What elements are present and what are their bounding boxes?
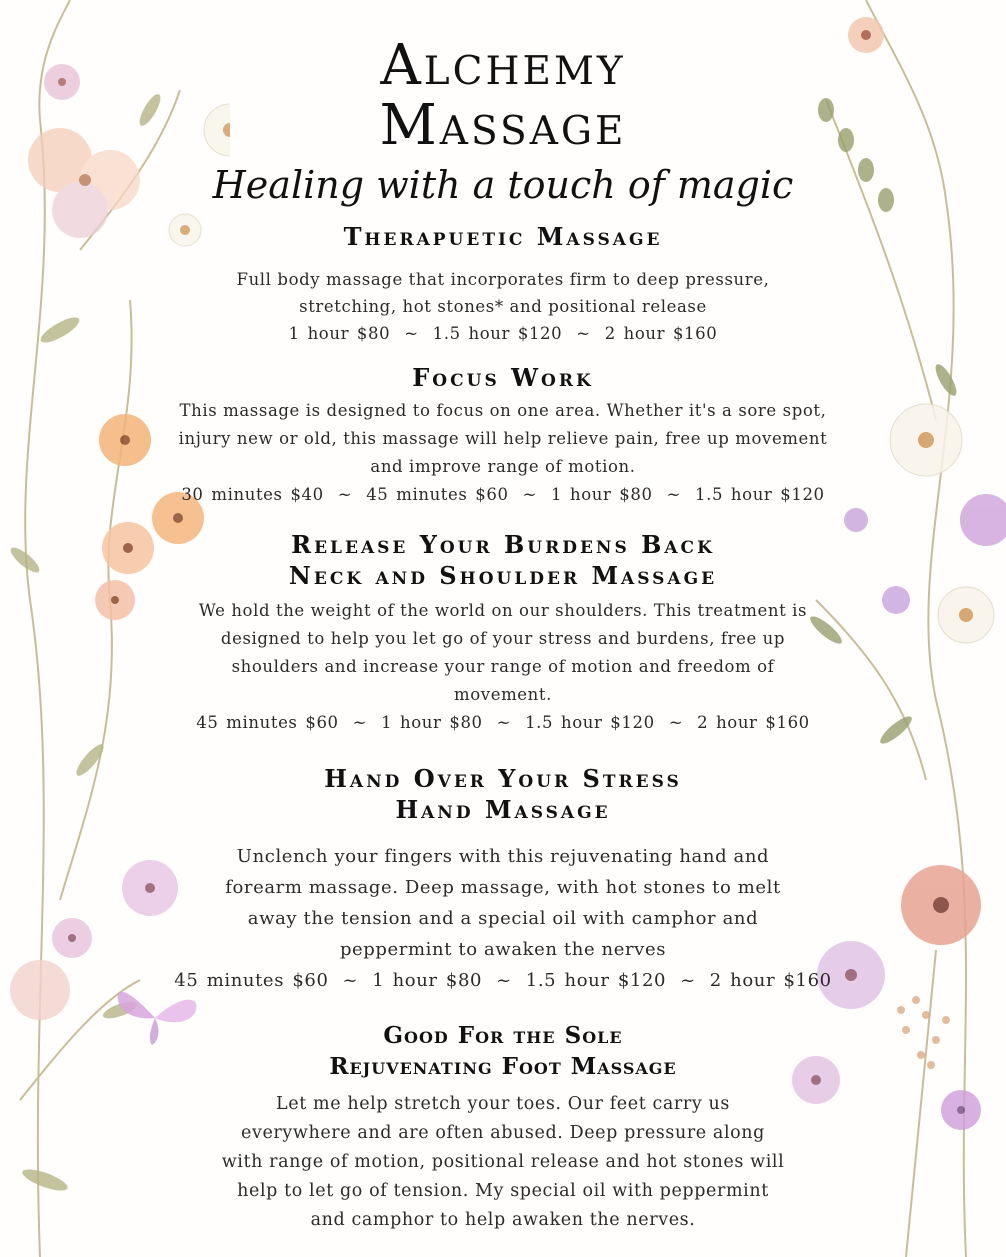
tagline: Healing with a touch of magic — [212, 163, 794, 207]
service-prices: 30 minutes $40 ~ 45 minutes $60 ~ 1 hour $80 ~ 1.5 hour $120 — [181, 485, 825, 504]
price-item: 1 hour $80 — [288, 324, 391, 343]
price-item: 2 hour $160 — [697, 713, 810, 732]
price-item: 1 hour $80 — [551, 485, 653, 504]
price-item: 1.5 hour $120 — [432, 324, 563, 343]
price-item: 1.5 hour $120 — [525, 970, 667, 991]
service-title: Focus Work — [412, 363, 594, 392]
service-description: Unclench your fingers with this rejuvenating hand and forearm massage. Deep massage, with hot stones to melt away the tension and a special oil with camphor and peppermint to awaken the nerves — [225, 846, 781, 960]
service-prices: 45 minutes $60 ~ 1 hour $80 ~ 1.5 hour $120 ~ 2 hour $160 — [174, 970, 832, 991]
service-title-line1: Hand Over Your Stress — [324, 764, 682, 793]
leaf-icon — [7, 91, 164, 1194]
price-item: 30 minutes $40 — [181, 485, 324, 504]
price-item: 1 hour $80 — [372, 970, 483, 991]
price-item: 2 hour $160 — [709, 970, 832, 991]
menu-content — [170, 0, 836, 1235]
service-title: Therapuetic Massage — [343, 222, 663, 251]
price-item: 45 minutes $60 — [174, 970, 329, 991]
price-item: 2 hour $160 — [604, 324, 718, 343]
brand-title-line2: Massage — [379, 93, 627, 158]
service-prices: 1 hour $80 ~ 1.5 hour $120 ~ 2 hour $160 — [288, 324, 718, 343]
service-prices: 45 minutes $60 ~ 1 hour $80 ~ 1.5 hour $120 ~ 2 hour $160 — [196, 713, 810, 732]
service-description: We hold the weight of the world on our shoulders. This treatment is designed to help you let go of your stress and burdens, free up shoulders and increase your range of motion and freedom of movement. — [198, 601, 808, 704]
dried-flower-cluster — [897, 996, 950, 1069]
price-item: 1.5 hour $120 — [525, 713, 655, 732]
service-description: Full body massage that incorporates firm to deep pressure, stretching, hot stones* and positional release — [236, 270, 770, 316]
price-item: 45 minutes $60 — [366, 485, 509, 504]
service-title-line2: Hand Massage — [395, 795, 611, 824]
price-item: 1.5 hour $120 — [695, 485, 825, 504]
service-focus-work — [170, 363, 836, 509]
service-therapeutic-massage — [170, 222, 836, 347]
service-title-line2: Neck and Shoulder Massage — [288, 561, 718, 590]
service-title-line1: Good For the Sole — [383, 1022, 623, 1049]
price-item: 1 hour $80 — [381, 713, 483, 732]
service-foot-massage — [170, 1020, 836, 1235]
brand-title — [170, 33, 836, 158]
service-description: Let me help stretch your toes. Our feet carry us everywhere and are often abused. Deep pressure along with range of motion, positional release and hot stones will help to let go of tension. My special oil with peppermint and camphor to help awaken the nerves. — [221, 1094, 785, 1230]
service-description: This massage is designed to focus on one area. Whether it's a sore spot, injury new or old, this massage will help relieve pain, free up movement and improve range of motion. — [178, 401, 828, 476]
brand-title-line1: Alchemy — [380, 33, 626, 98]
service-hand-massage — [170, 763, 836, 996]
service-release-your-burdens — [170, 529, 836, 737]
service-title-line1: Release Your Burdens Back — [291, 530, 715, 559]
service-title-line2: Rejuvenating Foot Massage — [329, 1053, 677, 1080]
price-item: 45 minutes $60 — [196, 713, 339, 732]
